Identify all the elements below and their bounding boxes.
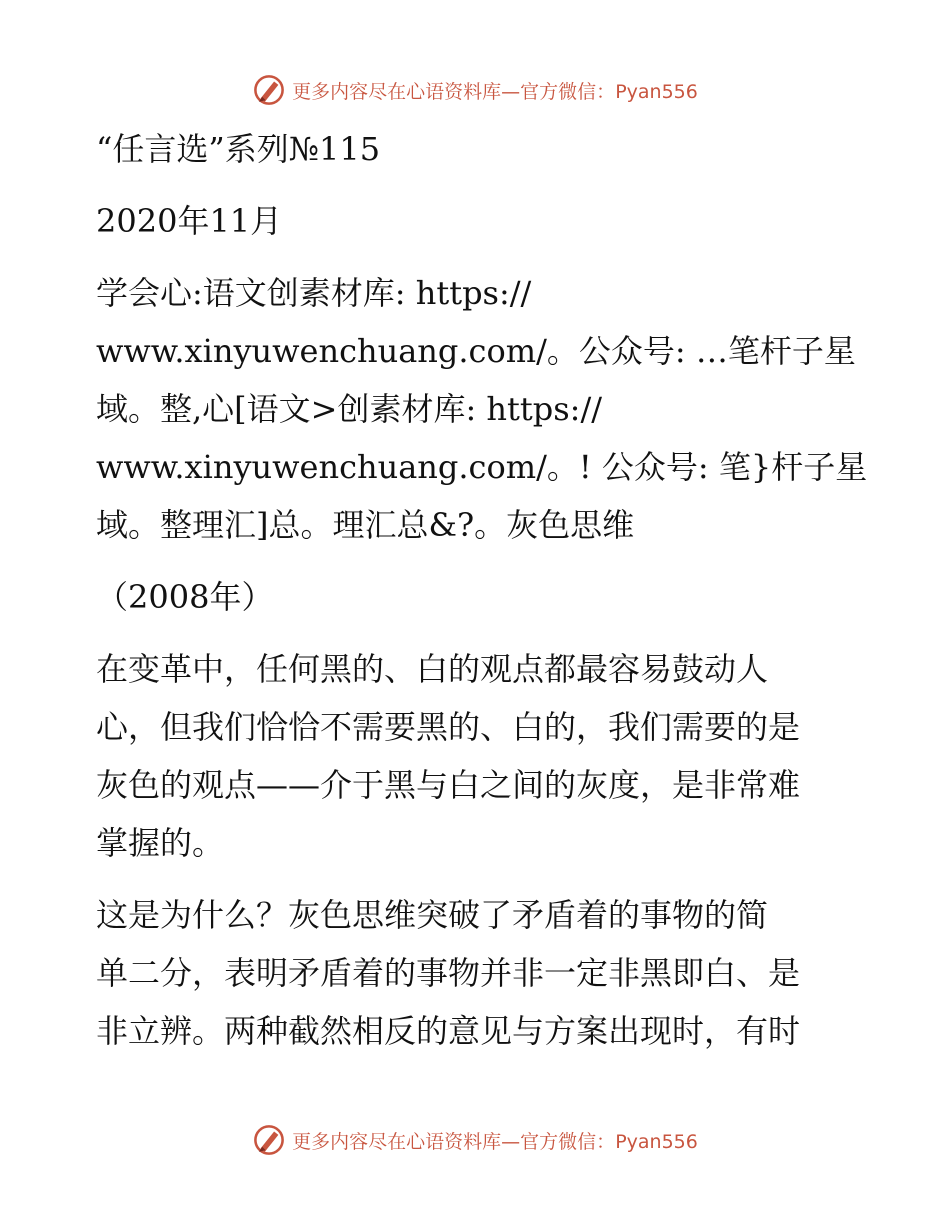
pen-logo-icon (252, 1123, 286, 1157)
paragraph-line: 这是为什么？灰色思维突破了矛盾着的事物的简 (96, 896, 769, 934)
series-title: “任言选”系列№115 (96, 130, 381, 168)
source-line: www.xinyuwenchuang.com/。公众号: …笔杆子星 (96, 332, 856, 370)
paragraph-2 (96, 886, 856, 1060)
paragraph-line: 灰色的观点——介于黑与白之间的灰度，是非常难 (96, 766, 801, 804)
paragraph-1 (96, 640, 856, 872)
header-banner-text: 更多内容尽在心语资料库—官方微信：Pyan556 (292, 80, 698, 103)
year-line: （2008年） (96, 578, 274, 616)
source-line: 域。整,心[语文>创素材库: https:// (96, 390, 603, 428)
header-banner (0, 70, 950, 110)
footer-banner (0, 1120, 950, 1160)
paragraph-line: 单二分，表明矛盾着的事物并非一定非黑即白、是 (96, 954, 801, 992)
footer-banner-text: 更多内容尽在心语资料库—官方微信：Pyan556 (292, 1130, 698, 1153)
paragraph-line: 在变革中，任何黑的、白的观点都最容易鼓动人 (96, 650, 769, 688)
source-line: 学会心:语文创素材库: https:// (96, 274, 532, 312)
date-line: 2020年11月 (96, 202, 283, 240)
source-line: 域。整理汇]总。理汇总&?。灰色思维 (96, 506, 635, 544)
source-line: www.xinyuwenchuang.com/。! 公众号: 笔}杆子星 (96, 448, 868, 486)
document-body (96, 120, 868, 1060)
paragraph-line: 心，但我们恰恰不需要黑的、白的，我们需要的是 (96, 708, 801, 746)
paragraph-line: 非立辨。两种截然相反的意见与方案出现时，有时 (96, 1012, 801, 1050)
source-block (96, 264, 868, 554)
pen-logo-icon (252, 73, 286, 107)
paragraph-line: 掌握的。 (96, 824, 225, 862)
